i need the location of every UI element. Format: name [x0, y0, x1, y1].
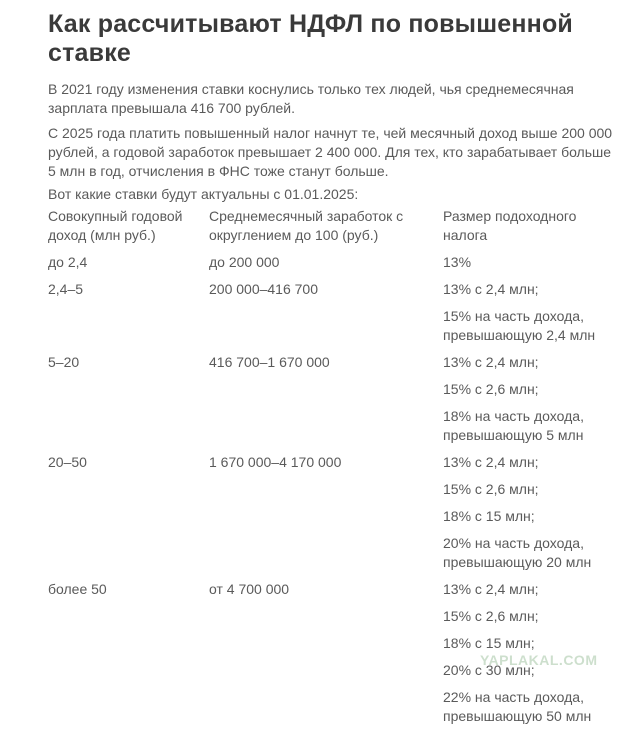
tax-rate-line: 13% с 2,4 млн; — [443, 354, 539, 370]
tax-rate-line: 22% на часть дохода, превышающую 50 млн — [443, 689, 592, 724]
tax-rate-line: 13% — [443, 254, 472, 270]
table-header-row — [48, 207, 618, 253]
article-title: Как рассчитывают НДФЛ по повышенной ставке — [48, 10, 573, 67]
table-row — [48, 453, 618, 580]
table-row — [48, 253, 618, 280]
tax-rate-cell — [443, 280, 618, 353]
tax-rate-line: 15% с 2,6 млн; — [443, 481, 539, 497]
tax-rate-line: 15% с 2,6 млн; — [443, 381, 539, 397]
header-tax-rate: Размер подоходного налога — [443, 208, 577, 243]
tax-rate-line: 18% с 15 млн; — [443, 508, 535, 524]
monthly-earnings-cell: 1 670 000–4 170 000 — [209, 454, 342, 470]
tax-rate-cell — [443, 453, 618, 580]
tax-rate-cell — [443, 253, 618, 280]
tax-rate-line: 15% на часть дохода, превышающую 2,4 млн — [443, 308, 596, 343]
income-range-cell: до 2,4 — [48, 254, 88, 270]
intro-paragraph-1: В 2021 году изменения ставки коснулись только тех людей, чья среднемесячная зарплата превышала 416 700 рублей. — [48, 81, 574, 116]
tax-rate-cell — [443, 353, 618, 453]
article — [48, 10, 618, 734]
table-row — [48, 353, 618, 453]
tax-rate-line: 18% с 15 млн; — [443, 635, 535, 651]
watermark: YAPLAKAL.COM — [480, 652, 598, 668]
intro-paragraph-3: Вот какие ставки будут актуальны с 01.01.2025: — [48, 186, 359, 202]
intro-paragraph-2: С 2025 года платить повышенный налог начнут те, чей месячный доход выше 200 000 рублей, а годовой заработок превышает 2 400 000. Для тех, кто зарабатывает больше 5 млн в год, отчисления в ФНС тоже станут больше. — [48, 125, 613, 179]
income-range-cell: 2,4–5 — [48, 281, 84, 297]
monthly-earnings-cell: 416 700–1 670 000 — [209, 354, 330, 370]
table-row — [48, 280, 618, 353]
tax-rate-line: 20% с 30 млн; — [443, 662, 535, 678]
tax-rate-line: 13% с 2,4 млн; — [443, 454, 539, 470]
income-range-cell: более 50 — [48, 581, 107, 597]
header-monthly-earnings: Среднемесячный заработок с округлением до 100 (руб.) — [209, 208, 404, 243]
monthly-earnings-cell: 200 000–416 700 — [209, 281, 318, 297]
header-annual-income: Совокупный годовой доход (млн руб.) — [48, 208, 183, 243]
tax-rate-line: 13% с 2,4 млн; — [443, 581, 539, 597]
tax-rate-line: 15% с 2,6 млн; — [443, 608, 539, 624]
monthly-earnings-cell: от 4 700 000 — [209, 581, 290, 597]
income-range-cell: 20–50 — [48, 454, 87, 470]
tax-rate-line: 18% на часть дохода, превышающую 5 млн — [443, 408, 584, 443]
monthly-earnings-cell: до 200 000 — [209, 254, 280, 270]
income-range-cell: 5–20 — [48, 354, 80, 370]
tax-rate-line: 20% на часть дохода, превышающую 20 млн — [443, 535, 592, 570]
tax-rate-line: 13% с 2,4 млн; — [443, 281, 539, 297]
